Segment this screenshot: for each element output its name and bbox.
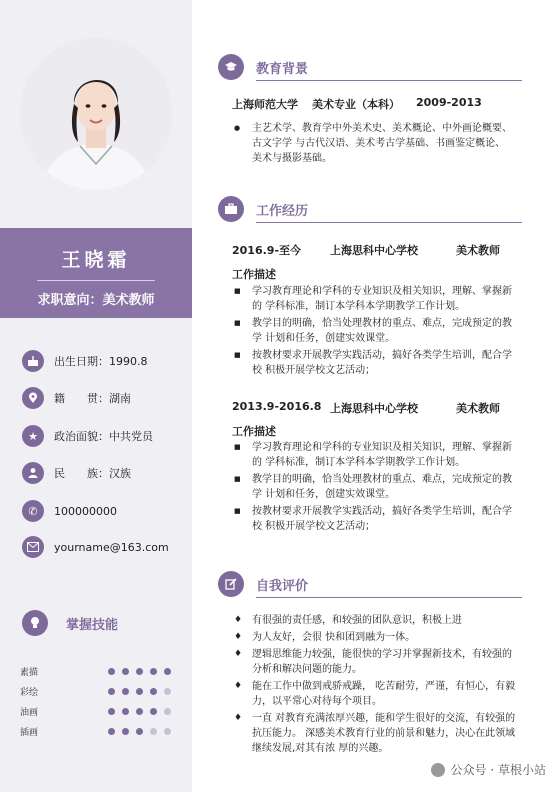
watermark: [431, 761, 546, 778]
list-item: ♦ 一直 对教育充满浓厚兴趣，能和学生很好的交流，有较强的抗压能力。 深感美术教育行业的前景和魅力，决心在此领域继续发展,对其有浓 厚的兴趣。: [232, 711, 518, 756]
skill-dot: [122, 668, 129, 675]
info-email: [22, 535, 169, 559]
skill-name: 油画: [20, 707, 39, 718]
list-item: ♦ 逻辑思维能力较强，能很快的学习并掌握新技术，有较强的分析和解决问题的能力。: [232, 647, 518, 677]
list-item: ■ 教学目的明确，恰当处理教材的重点、难点，完成预定的教学 计划和任务，创建实效课堂。: [232, 472, 512, 502]
skill-row: [20, 684, 178, 698]
job-role: 美术教师: [456, 244, 500, 257]
divider: [37, 280, 155, 281]
skill-level: [108, 688, 178, 695]
job-row: [232, 400, 512, 416]
info-hometown-text: 籍 贯：湖南: [54, 392, 131, 405]
skill-dot: [108, 688, 115, 695]
job-desc-list: [232, 440, 512, 536]
list-item: ■ 教学目的明确，恰当处理教材的重点、难点，完成预定的教学 计划和任务，创建实效课堂。: [232, 316, 512, 346]
info-birthdate-text: 出生日期：1990.8: [54, 355, 148, 368]
education-years: 2009-2013: [416, 96, 482, 109]
skill-level: [108, 668, 178, 675]
skill-dot: [136, 688, 143, 695]
skill-dot: [150, 708, 157, 715]
star-icon: ★: [22, 425, 44, 447]
job-period: 2013.9-2016.8: [232, 400, 322, 413]
job-company: 上海思科中心学校: [330, 244, 418, 257]
skill-dot: [164, 728, 171, 735]
skill-name: 插画: [20, 727, 39, 738]
skill-row: [20, 704, 178, 718]
skill-dot: [122, 708, 129, 715]
skill-dot: [150, 728, 157, 735]
location-pin-icon: [22, 387, 44, 409]
skill-row: [20, 724, 178, 738]
candidate-name: 王晓霜: [61, 249, 131, 271]
job-company: 上海思科中心学校: [330, 402, 418, 415]
info-email-text: yourname@163.com: [54, 540, 169, 554]
education-school: 上海师范大学: [232, 98, 298, 111]
divider: [256, 597, 522, 598]
info-political: [22, 424, 153, 448]
education-courses: [232, 121, 512, 168]
skill-level: [108, 728, 178, 735]
list-item: ♦ 有很强的责任感，和较强的团队意识，积极上进: [232, 613, 518, 628]
info-phone: [22, 499, 117, 523]
work-heading: [218, 196, 522, 222]
skill-dot: [136, 708, 143, 715]
wechat-icon: [431, 763, 445, 777]
graduation-cap-icon: [218, 54, 244, 80]
phone-icon: ✆: [22, 500, 44, 522]
list-item: ■ 学习教育理论和学科的专业知识及相关知识，理解、掌握新的 学科标准，制订本学科本学期教学工作计划。: [232, 440, 512, 470]
job-desc-label: 工作描述: [232, 268, 276, 281]
skill-dot: [122, 728, 129, 735]
skill-dot: [164, 688, 171, 695]
education-title: 教育背景: [256, 61, 309, 77]
education-heading: [218, 54, 522, 80]
name-banner: [0, 228, 192, 318]
job-desc-label: 工作描述: [232, 425, 276, 438]
lightbulb-icon: [22, 610, 48, 636]
skill-dot: [122, 688, 129, 695]
divider: [256, 80, 522, 81]
self-eval-list: [232, 613, 518, 758]
skill-dot: [108, 668, 115, 675]
divider: [256, 222, 522, 223]
list-item: ■ 按教材要求开展教学实践活动，搞好各类学生培训，配合学校 积极开展学校文艺活动；: [232, 348, 512, 378]
self-eval-title: 自我评价: [256, 578, 309, 594]
skill-dot: [164, 708, 171, 715]
info-hometown: [22, 386, 131, 410]
skill-dot: [164, 668, 171, 675]
skill-name: 彩绘: [20, 687, 39, 698]
sidebar: [0, 0, 192, 792]
mail-icon: [22, 536, 44, 558]
skill-name: 素描: [20, 667, 39, 678]
skill-dot: [136, 668, 143, 675]
job-role: 美术教师: [456, 402, 500, 415]
skills-heading: [22, 610, 118, 636]
self-eval-heading: [218, 571, 522, 597]
work-title: 工作经历: [256, 203, 309, 219]
main-content: [192, 0, 560, 792]
skill-level: [108, 708, 178, 715]
skill-dot: [136, 728, 143, 735]
education-row: [232, 96, 512, 112]
list-item: ♦ 为人友好，会很 快和团到融为一体。: [232, 630, 518, 645]
education-major: 美术专业（本科）: [312, 98, 400, 111]
watermark-text: 公众号 · 草根小站: [450, 763, 546, 777]
info-phone-text: 100000000: [54, 504, 117, 518]
job-desc-list: [232, 284, 512, 380]
job-period: 2016.9-至今: [232, 244, 302, 257]
info-ethnicity-text: 民 族：汉族: [54, 467, 131, 480]
list-item: ♦ 能在工作中做到戒骄戒躁， 吃苦耐劳，严谨，有恒心，有毅力，以平常心对待每个项目。: [232, 679, 518, 709]
job-objective: 求职意向：美术教师: [37, 293, 155, 308]
skill-dot: [108, 728, 115, 735]
info-birthdate: [22, 349, 148, 373]
skill-dot: [108, 708, 115, 715]
info-political-text: 政治面貌：中共党员: [54, 430, 153, 443]
info-ethnicity: [22, 461, 131, 485]
cake-icon: [22, 350, 44, 372]
skill-dot: [150, 688, 157, 695]
list-item: ■ 学习教育理论和学科的专业知识及相关知识，理解、掌握新的 学科标准，制订本学科本学期教学工作计划。: [232, 284, 512, 314]
skill-row: [20, 664, 178, 678]
job-row: [232, 242, 512, 258]
briefcase-icon: [218, 196, 244, 222]
list-item: ● 主艺术学、教育学中外美术史、美术概论、中外画论概要、古文字学 与古代汉语、美术考古学基础、书画鉴定概论、美术与摄影基础。: [232, 121, 512, 166]
profile-photo: [20, 38, 172, 190]
skill-dot: [150, 668, 157, 675]
edit-icon: [218, 571, 244, 597]
skills-title: 掌握技能: [66, 617, 119, 633]
list-item: ■ 按教材要求开展教学实践活动，搞好各类学生培训，配合学校 积极开展学校文艺活动；: [232, 504, 512, 534]
person-icon: [22, 462, 44, 484]
